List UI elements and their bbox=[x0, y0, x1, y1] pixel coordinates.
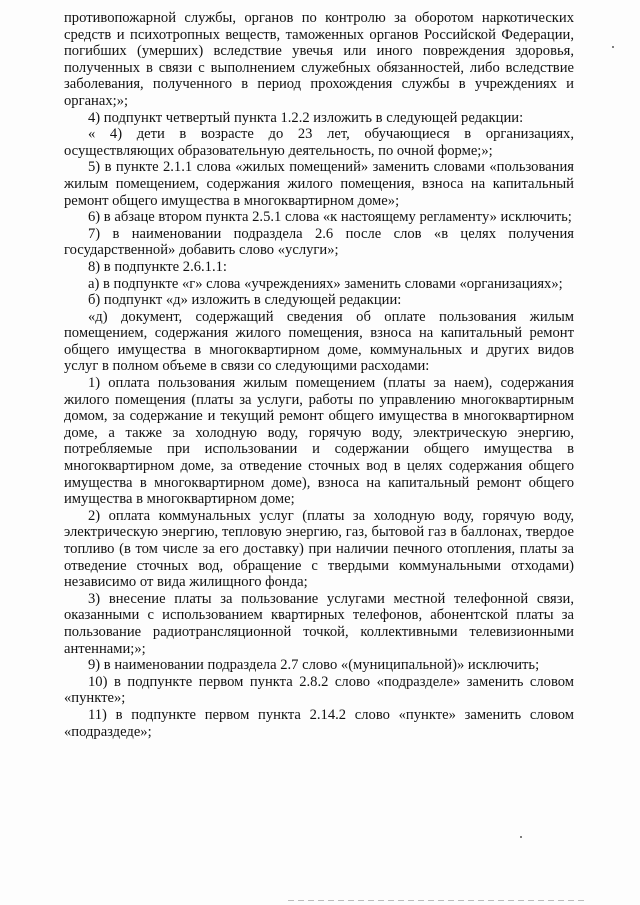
scan-speck bbox=[520, 836, 522, 838]
scan-edge-line bbox=[288, 900, 588, 901]
paragraph: 6) в абзаце втором пункта 2.5.1 слова «к настоящему регламенту» исключить; bbox=[88, 209, 572, 226]
paragraph: 1) оплата пользования жилым помещением (платы за наем), содержания жилого помещения (платы за услуги, работы по управлению многоквартирным домом, за содержание и текущий ремонт общего имущества в многоквартирном доме, а также за холодную воду, горячую воду, электрическую энергию, потребляемые при использовании и содержании общего имущества в многоквартирном доме, за отведение сточных вод в целях содержания общего имущества в многоквартирном доме), взноса на капитальный ремонт общего имущества в многоквартирном доме; bbox=[64, 375, 574, 508]
paragraph: 3) внесение платы за пользование услугами местной телефонной связи, оказанными с использованием квартирных телефонов, абонентской платы за пользование радиотрансляционной точкой, коллективными телевизионными антеннами;»; bbox=[64, 590, 574, 657]
paragraph: 4) подпункт четвертый пункта 1.2.2 изложить в следующей редакции: bbox=[88, 109, 524, 126]
paragraph: « 4) дети в возрасте до 23 лет, обучающиеся в организациях, осуществляющих образовательную деятельность, по очной форме;»; bbox=[64, 126, 574, 159]
paragraph: б) подпункт «д» изложить в следующей редакции: bbox=[88, 292, 402, 309]
paragraph: 10) в подпункте первом пункта 2.8.2 слово «подразделе» заменить словом «пункте»; bbox=[64, 673, 574, 707]
paragraph: 5) в пункте 2.1.1 слова «жилых помещений» заменить словами «пользования жилым помещением, содержания жилого помещения, взноса на капитальный ремонт общего имущества в многоквартирном доме»; bbox=[64, 159, 574, 209]
paragraph: противопожарной службы, органов по контролю за оборотом наркотических средств и психотропных веществ, таможенных органов Российской Федерации, погибших (умерших) вследствие увечья или иного повреждения здоровья, полученных в связи с выполнением служебных обязанностей, либо вследствие заболевания, полученного в период прохождения службы в учреждениях и органах;»; bbox=[64, 10, 574, 109]
paragraph: 7) в наименовании подраздела 2.6 после слов «в целях получения государственной» добавить слово «услуги»; bbox=[64, 225, 574, 259]
paragraph: 11) в подпункте первом пункта 2.14.2 слово «пункте» заменить словом «подраздеде»; bbox=[64, 706, 574, 740]
document-body bbox=[64, 10, 574, 740]
paragraph: «д) документ, содержащий сведения об оплате пользования жилым помещением, содержания жилого помещения, взноса на капитальный ремонт общего имущества в многоквартирном доме, коммунальных и других видов услуг в полном объеме в связи со следующими расходами: bbox=[64, 308, 574, 375]
paragraph: а) в подпункте «г» слова «учреждениях» заменить словами «организациях»; bbox=[88, 275, 563, 292]
paragraph: 9) в наименовании подраздела 2.7 слово «(муниципальной)» исключить; bbox=[88, 657, 540, 674]
paragraph: 8) в подпункте 2.6.1.1: bbox=[88, 258, 227, 275]
paragraph: 2) оплата коммунальных услуг (платы за холодную воду, горячую воду, электрическую энергию, тепловую энергию, газ, бытовой газ в баллонах, твердое топливо (в том числе за его доставку) при наличии печного отопления, платы за отведение сточных вод, обращение с твердыми коммунальными отходами) независимо от вида жилищного фонда; bbox=[64, 507, 574, 591]
scan-speck bbox=[612, 46, 614, 48]
